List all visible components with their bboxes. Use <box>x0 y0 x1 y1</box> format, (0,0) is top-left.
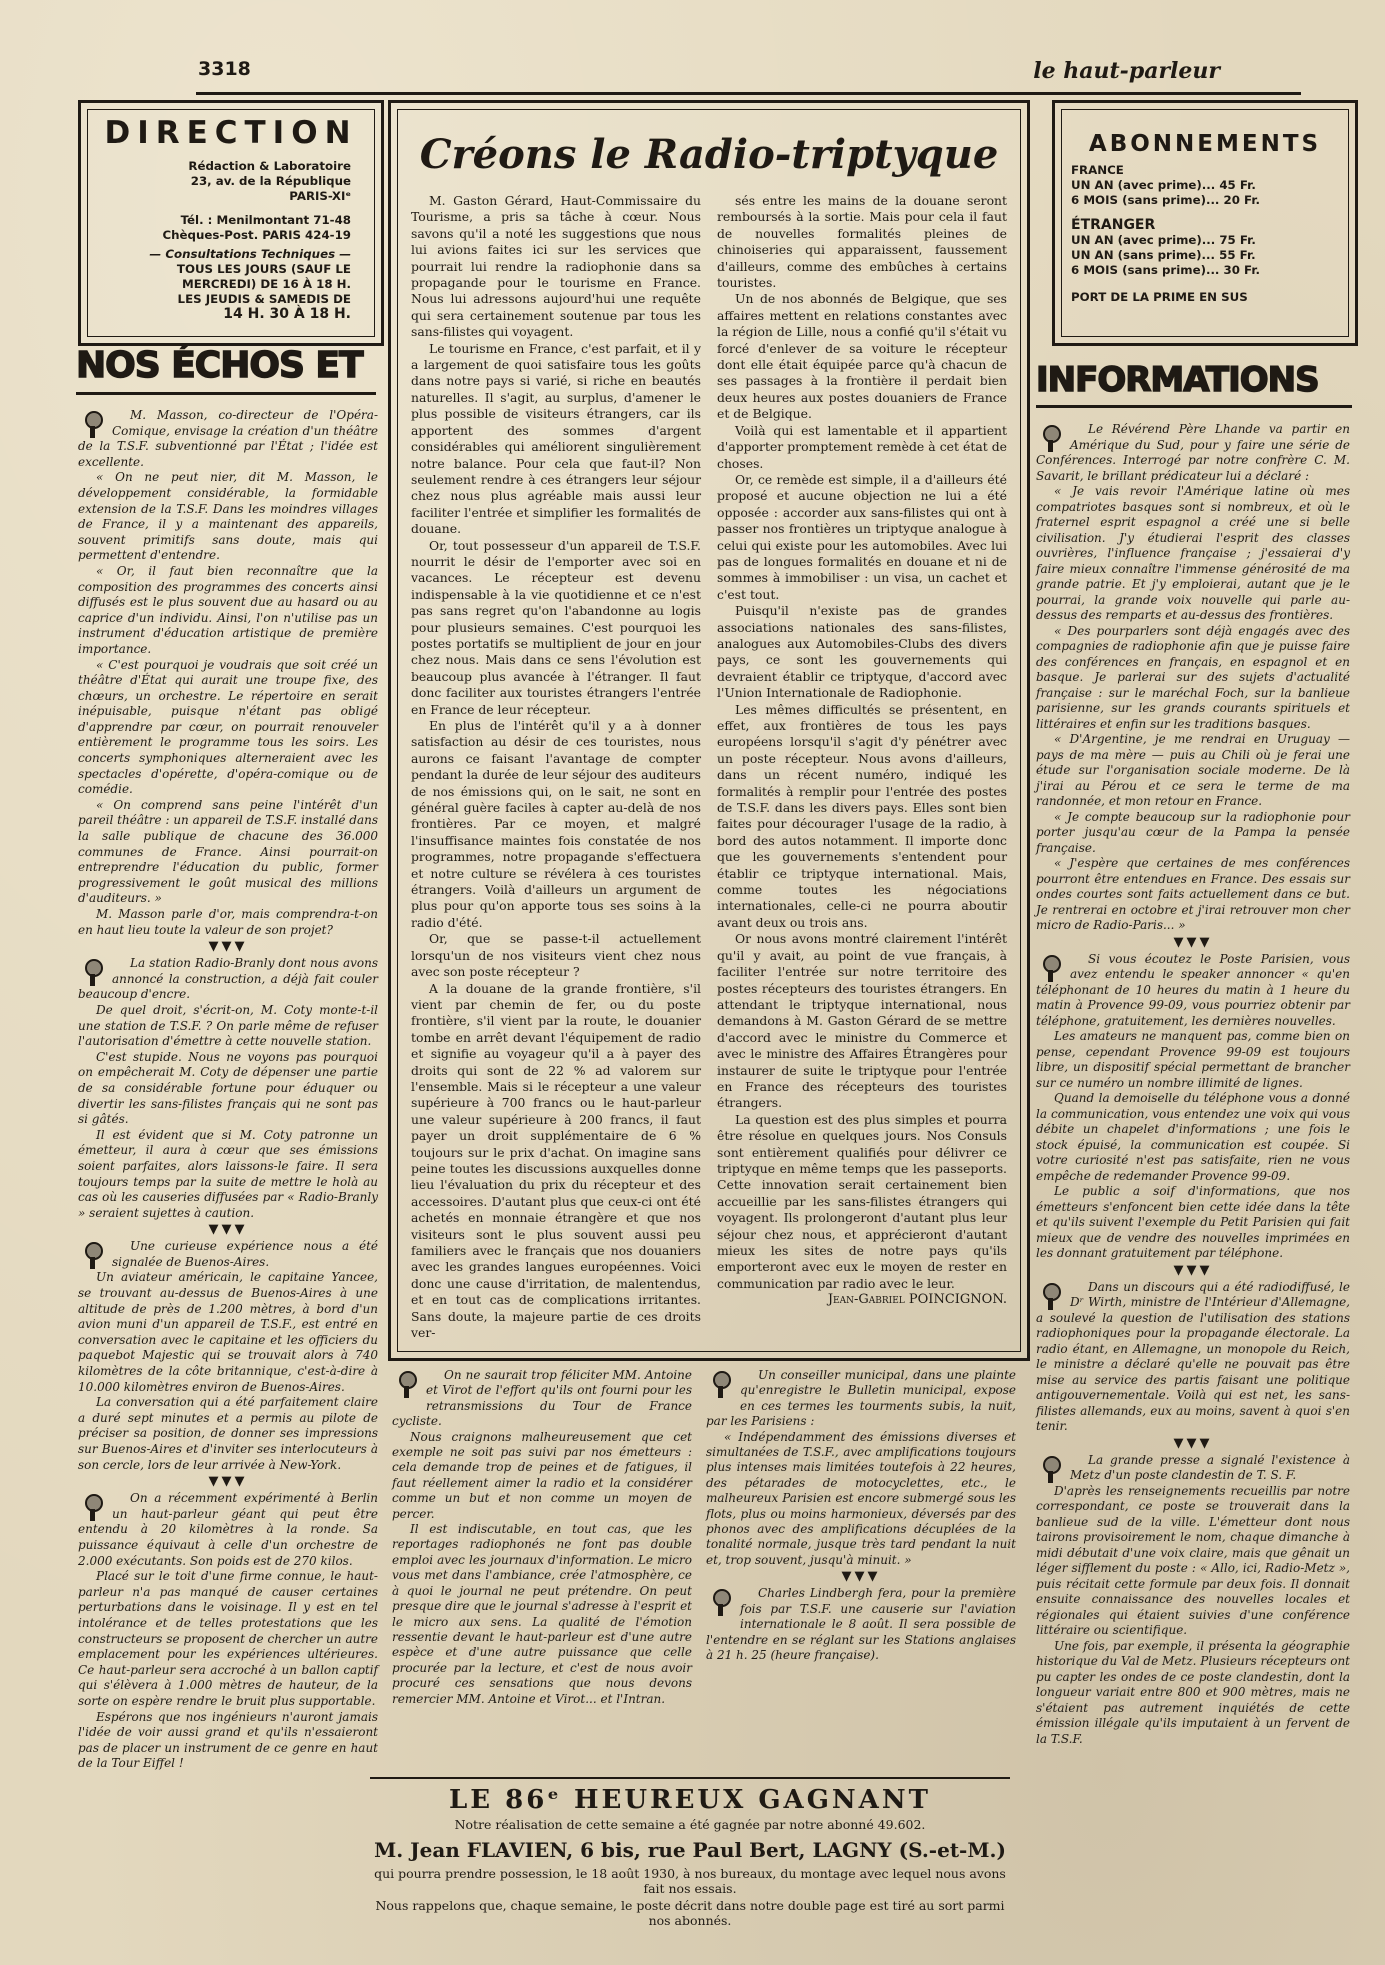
paragraph: La question est des plus simples et pourra être résolue en quelques jours. Nos Consuls sont entièrement qualifiés pour délivrer ce triptyque en même temps que les passeports. Cette innovation serait certainement bien accueillie par les sans-filistes étrangers qui voyagent. Ils prolongeront d'autant plus leur séjour chez nous, et apprécieront d'autant mieux les sites de notre pays qu'ils emporteront avec eux le moyen de rester en communication par radio avec le leur. <box>717 1111 1007 1291</box>
winner-name: M. Jean FLAVIEN, 6 bis, rue Paul Bert, LAGNY (S.-et-M.) <box>374 1838 1006 1862</box>
informations-rule <box>1036 405 1352 408</box>
price-line: UN AN (sans prime)... 55 Fr. <box>1071 248 1256 262</box>
paragraph: Quand la demoiselle du téléphone vous a donné la communication, vous entendez une voix qui vous débite un chapelet d'informations ; une fois le stock épuisé, la communication est coupée. Si votre curiosité n'est pas satisfaite, rien ne vous empêche de redemander Provence 99-09. <box>1036 1091 1350 1183</box>
paragraph: « Des pourparlers sont déjà engagés avec des compagnies de radiophonie afin que je puisse faire des conférences en français, en espagnol et en basque. Je parlerai sur des sujets d'actualité française : sur le maréchal Foch, sur la banlieue parisienne, sur les grands courants spirituels et littéraires et enfin sur les traditions basques. <box>1036 623 1350 731</box>
paragraph: Dans un discours qui a été radiodiffusé, le Dʳ Wirth, ministre de l'Intérieur d'Allemagne, a soulevé la question de l'utilisation des stations radiophoniques pour la propagande électorale. La radio étant, en Allemagne, un monopole du Reich, le ministre a déclaré qu'elle ne pouvait pas être mise au service des partis faisant une politique antigouvernementale. Voilà qui est net, les sans-filistes allemands, eux au moins, savent à quoi s'en tenir. <box>1036 1279 1350 1433</box>
direction-hours: LES JEUDIS & SAMEDIS DE <box>177 292 351 306</box>
direction-cheques: Chèques-Post. PARIS 424-19 <box>162 228 351 242</box>
paragraph: De quel droit, s'écrit-on, M. Coty monte-t-il une station de T.S.F. ? On parle même de refuser l'autorisation d'émettre à cette nouvelle station. <box>78 1002 378 1049</box>
paragraph: La grande presse a signalé l'existence à Metz d'un poste clandestin de T. S. F. <box>1070 1452 1350 1482</box>
main-article-box <box>388 100 1030 1361</box>
paragraph: « J'espère que certaines de mes conférences pourront être entendues en France. Des essais sur ondes courtes sont faits actuellement dans ce but. Je rentrerai en octobre et j'irai retrouver mon cher micro de Radio-Paris... » <box>1036 856 1350 932</box>
direction-hours: TOUS LES JOURS (SAUF LE <box>176 262 351 276</box>
paragraph: On a récemment expérimenté à Berlin un haut-parleur géant qui peut être entendu à 20 kilomètres à la ronde. Sa puissance équivaut à celle d'un orchestre de 2.000 exécutants. Son poids est de 270 kilos. <box>78 1491 378 1568</box>
paragraph: D'après les renseignements recueillis par notre correspondant, ce poste se trouverait dans la banlieue sud de la ville. L'émetteur dont nous tairons provisoirement le nom, chaque dimanche à midi débutait d'une voix claire, mais que gênait un léger sifflement du poste : « Allo, ici, Radio-Metz », puis récitait cette formule par deux fois. Il donnait ensuite connaissance des nouvelles locales et régionales qui étaient suivies d'une conférence littéraire ou scientifique. <box>1036 1483 1350 1637</box>
paragraph: M. Masson, co-directeur de l'Opéra-Comique, envisage la création d'un théâtre de la T.S.F. subventionné par l'État ; l'idée est excellente. <box>78 408 378 469</box>
microphone-icon <box>78 1240 106 1270</box>
winner-title: LE 86ᵉ HEUREUX GAGNANT <box>370 1777 1010 1815</box>
section-separator: ▼▼▼ <box>208 939 248 955</box>
paragraph: En plus de l'intérêt qu'il y a à donner satisfaction au désir de ces touristes, nous aurons ce faisant l'avantage de compter pendant la durée de leur séjour des auditeurs de nos émissions qui, on le sait, ne sont en général guère faciles à capter au-delà de nos frontières. Par ce moyen, et malgré l'insuffisance maintes fois constatée de nos programmes, notre propagande s'effectuera et notre culture se révélera à ces touristes étrangers. Voilà d'ailleurs un argument de plus pour qu'on apporte tous ses soins à la radio d'été. <box>411 718 701 930</box>
section-separator: ▼▼▼ <box>208 1222 248 1238</box>
main-article-title: Créons le Radio-triptyque <box>419 131 999 178</box>
direction-line: PARIS-XIᵉ <box>289 189 351 203</box>
paragraph: Or, tout possesseur d'un appareil de T.S.F. nourrit le désir de l'emporter avec soi en vacances. Le récepteur est devenu indispensable à la vie quotidienne et ce n'est pas sans regret qu'on l'abandonne au logis pour plusieurs semaines. C'est pourquoi les postes portatifs se multiplient de jour en jour chez nous. Mais dans ce sens l'évolution est beaucoup plus avancée à l'étranger. Il faut donc faciliter aux touristes étrangers l'entrée en France de leur récepteur. <box>411 537 701 717</box>
paragraph: « Je compte beaucoup sur la radiophonie pour porter jusqu'au cœur de la Pampa la pensée française. <box>1036 809 1350 855</box>
mid-left-column <box>392 1368 692 1707</box>
paragraph: Nous craignons malheureusement que cet exemple ne soit pas suivi par nos émetteurs : cela demande trop de peines et de fatigues, il faut réellement aimer la radio et la considérer comme un but et non comme un moyen de percer. <box>392 1429 692 1521</box>
paragraph: Une curieuse expérience nous a été signalée de Buenos-Aires. <box>112 1239 378 1269</box>
left-echos-column <box>78 408 378 1772</box>
paragraph: Une fois, par exemple, il présenta la géographie historique du Val de Metz. Plusieurs récepteurs ont pu capter les ondes de ce poste clandestin, dont la longueur variait entre 800 et 900 mètres, mais ne s'étaient pas autrement inquiétés de cette émission illégale qu'ils imputaient à un fervent de la T.S.F. <box>1036 1638 1350 1746</box>
price-line: 6 MOIS (sans prime)... 30 Fr. <box>1071 263 1260 277</box>
paragraph: « On comprend sans peine l'intérêt d'un pareil théâtre : un appareil de T.S.F. installé dans la salle publique de chacune des 36.000 communes de France. Ainsi pourrait-on entreprendre l'éducation du public, former progressivement le goût musical des millions d'auditeurs. » <box>78 797 378 906</box>
right-informations-column <box>1036 422 1350 1747</box>
main-article-col-2 <box>717 193 1007 1309</box>
section-separator: ▼▼▼ <box>1173 1435 1213 1451</box>
echos-banner: NOS ÉCHOS ET <box>76 345 363 386</box>
paragraph: La station Radio-Branly dont nous avons annoncé la construction, a déjà fait couler beaucoup d'encre. <box>78 956 378 1002</box>
microphone-icon <box>706 1369 734 1399</box>
direction-box <box>78 100 384 346</box>
direction-hours: MERCREDI) DE 16 À 18 H. <box>182 277 351 291</box>
paragraph: Les mêmes difficultés se présentent, en effet, aux frontières de tous les pays européens lorsqu'il s'agit d'y pénétrer avec un poste récepteur. Nous avons d'ailleurs, dans un récent numéro, indiqué les formalités à remplir pour l'entrée des postes de T.S.F. dans les divers pays. Elles sont bien faites pour décourager l'usage de la radio, à bord des autos notamment. Il importe donc que les gouvernements s'entendent pour établir ce triptyque international. Mais, comme toutes les négociations internationales, celle-ci ne pourra aboutir avant deux ou trois ans. <box>717 701 1007 930</box>
direction-tel: Tél. : Menilmontant 71-48 <box>180 213 351 227</box>
header-rule <box>196 92 1301 95</box>
informations-banner: INFORMATIONS <box>1036 360 1319 400</box>
winner-line: Nous rappelons que, chaque semaine, le poste décrit dans notre double page est tiré au sort parmi nos abonnés. <box>375 1898 1005 1928</box>
main-article-col-1 <box>411 193 701 1341</box>
paragraph: Il est évident que si M. Coty patronne un émetteur, il aura à cœur que ses émissions soient parfaites, alors laissons-le faire. Il sera toujours temps par la suite de mettre le holà au cas où les causeries diffusées par « Radio-Branly » seraient sujettes à caution. <box>78 1127 378 1220</box>
paragraph: Un conseiller municipal, dans une plainte qu'enregistre le Bulletin municipal, expose en ces termes les tourments subis, la nuit, par les Parisiens : <box>706 1368 1016 1429</box>
winner-line: qui pourra prendre possession, le 18 août 1930, à nos bureaux, du montage avec lequel nous avons fait nos essais. <box>374 1866 1006 1896</box>
paragraph: Or, que se passe-t-il actuellement lorsqu'un de nos visiteurs vient chez nous avec son poste récepteur ? <box>411 931 701 980</box>
microphone-icon <box>392 1369 420 1399</box>
paragraph: Espérons que nos ingénieurs n'auront jamais l'idée de voir aussi grand et qu'ils n'essaieront pas de placer un instrument de ce genre en haut de la Tour Eiffel ! <box>78 1709 378 1771</box>
subscriptions-box <box>1052 100 1358 346</box>
section-separator: ▼▼▼ <box>208 1474 248 1490</box>
direction-hours: 14 H. 30 À 18 H. <box>223 306 351 322</box>
direction-consult: — Consultations Techniques — <box>149 247 351 261</box>
paragraph: Placé sur le toit d'une firme connue, le haut-parleur n'a pas manqué de causer certaines perturbations dans le voisinage. Il y est en tel intolérance et de telles protestations que les constructeurs se proposent de chercher un autre emplacement pour les expériences ultérieures. Ce haut-parleur sera accroché à un ballon captif qui s'élèvera à 1.000 mètres de hauteur, de la sorte on espère rendre le bruit plus supportable. <box>78 1569 378 1708</box>
echos-rule <box>76 392 376 395</box>
price-line: UN AN (avec prime)... 45 Fr. <box>1071 178 1256 192</box>
microphone-icon <box>706 1587 734 1617</box>
paragraph: Un aviateur américain, le capitaine Yancee, se trouvant au-dessus de Buenos-Aires à une altitude de près de 1.200 mètres, à bord d'un avion muni d'un appareil de T.S.F., est entré en conversation avec le capitaine et les officiers du paquebot Majestic qui se trouvait alors à 740 kilomètres de la côte britannique, c'est-à-dire à 10.000 kilomètres environ de Buenos-Aires. <box>78 1270 378 1394</box>
direction-title: DIRECTION <box>104 115 358 151</box>
direction-line: 23, av. de la République <box>190 174 351 188</box>
author-signature: Jean-Gabriel POINCIGNON. <box>827 1292 1007 1308</box>
paragraph: « D'Argentine, je me rendrai en Uruguay — pays de ma mère — puis au Chili où je ferai une étude sur l'organisation sociale moderne. De là j'irai au Pérou et ce sera le terme de ma randonnée, et mon retour en France. <box>1036 732 1350 808</box>
region-label: FRANCE <box>1071 163 1124 177</box>
paragraph: M. Masson parle d'or, mais comprendra-t-on en haut lieu toute la valeur de son projet? <box>78 907 378 937</box>
microphone-icon <box>1036 423 1064 453</box>
paragraph: « On ne peut nier, dit M. Masson, le développement considérable, la formidable extension de la T.S.F. Dans les moindres villages de France, il y a maintenant des appareils, souvent primitifs sans doute, mais qui permettent d'entendre. <box>78 470 378 563</box>
paragraph: Le public a soif d'informations, que nos émetteurs s'enfoncent bien cette idée dans la tête et qu'ils suivent l'exemple du Petit Parisien qui fait mieux que de vendre des nouvelles imprimées en les donnant gratuitement par téléphone. <box>1036 1184 1350 1260</box>
paragraph: « C'est pourquoi je voudrais que soit créé un théâtre d'État qui aurait une troupe fixe, des chœurs, un orchestre. Le répertoire en serait inépuisable, puisque n'étant pas obligé d'apprendre par cœur, on pourrait renouveler entièrement le programme tous les soirs. Les concerts symphoniques alterneraient avec les spectacles d'opérette, d'opéra-comique ou de comédie. <box>78 657 378 797</box>
paragraph: Le tourisme en France, c'est parfait, et il y a largement de quoi satisfaire tous les goûts dans notre pays si varié, si riche en beautés naturelles. Il s'agit, au surplus, d'amener le plus possible de visiteurs étrangers, car ils apportent des sommes d'argent considérables qui améliorent singulièrement notre balance. Pour cela que faut-il? Non seulement rendre à ces étrangers leur séjour chez nous plus agréable mais aussi leur faciliter l'entrée et simplifier les formalités de douane. <box>411 340 701 537</box>
paragraph: A la douane de la grande frontière, s'il vient par chemin de fer, ou du poste frontière, s'il vient par la route, le douanier tombe en arrêt devant l'équipement de radio et signifie au voyageur qu'il a à payer des droits qui sont de 22 % ad valorem sur l'ensemble. Mais si le récepteur a une valeur supérieure à 700 francs ou le haut-parleur une valeur supérieure à 200 francs, il faut payer un droit supplémentaire de 6 % toujours sur le prix d'achat. On imagine sans peine toutes les discussions auxquelles donne lieu l'évaluation du prix du récepteur et des accessoires. D'autant plus que ceux-ci ont été achetés en monnaie étrangère et que nos visiteurs sont le plus souvent aussi peu familiers avec le français que nos douaniers avec les grandes langues européennes. Voici donc une cause d'irritation, de malentendus, et en tout cas de complications irritantes. Sans doute, la majeure partie de ces droits ver- <box>411 980 701 1341</box>
microphone-icon <box>1036 953 1064 983</box>
paragraph: Les amateurs ne manquent pas, comme bien on pense, cependant Provence 99-09 est toujours libre, un dispositif spécial permettant de brancher sur ce numéro un nombre illimité de lignes. <box>1036 1029 1350 1090</box>
paragraph: Le Révérend Père Lhande va partir en Amérique du Sud, pour y faire une série de Conférences. Interrogé par notre confrère C. M. Savarit, le brillant prédicateur lui a déclaré : <box>1036 422 1350 483</box>
section-separator: ▼▼▼ <box>1173 934 1213 950</box>
postage-note: PORT DE LA PRIME EN SUS <box>1071 290 1248 304</box>
paragraph: Or nous avons montré clairement l'intérêt qu'il y avait, au point de vue français, à faciliter l'entrée sur notre territoire des postes récepteurs des touristes étrangers. En attendant le triptyque international, nous demandons à M. Gaston Gérard de se mettre d'accord avec le ministre du Commerce et avec le ministre des Affaires Étrangères pour instaurer de suite le triptyque pour l'entrée en France des récepteurs des touristes étrangers. <box>717 931 1007 1111</box>
paragraph: C'est stupide. Nous ne voyons pas pourquoi on empêcherait M. Coty de dépenser une partie de sa considérable fortune pour éduquer ou divertir les sans-filistes français qui ne sont pas si gâtés. <box>78 1049 378 1127</box>
paragraph: On ne saurait trop féliciter MM. Antoine et Virot de l'effort qu'ils ont fourni pour les retransmissions du Tour de France cycliste. <box>392 1368 692 1429</box>
price-line: 6 MOIS (sans prime)... 20 Fr. <box>1071 193 1260 207</box>
paragraph: La conversation qui a été parfaitement claire a duré sept minutes et a permis au pilote de préciser sa position, de donner ses impressions sur Buenos-Aires et d'inviter ses interlocuteurs à son cercle, lors de leur arrivée à New-York. <box>78 1395 378 1472</box>
paragraph: Or, ce remède est simple, il a d'ailleurs été proposé et aucune objection ne lui a été opposée : accorder aux sans-filistes qui ont à passer nos frontières un triptyque analogue à celui qui existe pour les automobiles. Avec lui pas de longues formalités en douane et ni de sommes à immobiliser : un visa, un cachet et c'est tout. <box>717 471 1007 602</box>
microphone-icon <box>1036 1454 1064 1484</box>
paragraph: Si vous écoutez le Poste Parisien, vous avez entendu le speaker annoncer « qu'en téléphonant de 10 heures du matin à 1 heure du matin à Provence 99-09, vous pourriez obtenir par téléphone, gratuitement, les dernières nouvelles. <box>1036 951 1350 1028</box>
paragraph: Charles Lindbergh fera, pour la première fois par T.S.F. une causerie sur l'aviation internationale le 8 août. Il sera possible de l'entendre en se réglant sur les Stations anglaises à 21 h. 25 (heure française). <box>706 1586 1016 1662</box>
paragraph: « Je vais revoir l'Amérique latine où mes compatriotes basques sont si nombreux, et où le fraternel esprit espagnol a créé une si belle civilisation. J'y étudierai l'esprit des classes ouvrières, l'influence française ; j'essaierai d'y faire mieux connaître l'immense générosité de ma grande patrie. Et j'y emploierai, autant que je le pourrai, la grande voix nouvelle qui parle au-dessus des remparts et au-dessus des frontières. <box>1036 484 1350 622</box>
paragraph: Voilà qui est lamentable et il appartient d'apporter promptement remède à cet état de choses. <box>717 422 1007 471</box>
paragraph: « Or, il faut bien reconnaître que la composition des programmes des concerts ainsi diffusés est le plus souvent due au hasard ou au caprice d'un individu. Ainsi, l'on n'utilise pas un instrument d'éducation artistique de première importance. <box>78 563 378 656</box>
microphone-icon <box>78 1492 106 1522</box>
mid-right-column <box>706 1368 1016 1663</box>
region-label: ÉTRANGER <box>1071 217 1156 233</box>
microphone-icon <box>78 957 106 987</box>
direction-line: Rédaction & Laboratoire <box>188 159 351 173</box>
section-separator: ▼▼▼ <box>841 1569 881 1585</box>
paragraph: M. Gaston Gérard, Haut-Commissaire du Tourisme, a pris sa tâche à cœur. Nous savons qu'il a noté les suggestions que nous lui avions faites ici sur les services que pourrait lui rendre la radiophonie dans sa propagande pour le tourisme en France. Nous lui adressons aujourd'hui une requête qui sera certainement soutenue par tous les sans-filistes qui voyagent. <box>411 193 701 340</box>
microphone-icon <box>78 409 106 439</box>
paragraph: Il est indiscutable, en tout cas, que les reportages radiophonés ne font pas double emploi avec les journaux d'information. Le micro vous met dans l'ambiance, crée l'atmosphère, ce à quoi le journal ne peut prétendre. On peut presque dire que le journal s'adresse à l'esprit et le micro aux sens. La qualité de l'émotion ressentie devant le haut-parleur est d'une autre espèce et d'une autre puissance que celle procurée par la lecture, et c'est de nous avoir procuré ces sensations que nous devons remercier MM. Antoine et Virot... et l'Intran. <box>392 1522 692 1706</box>
subscriptions-title: ABONNEMENTS <box>1088 131 1322 157</box>
section-separator: ▼▼▼ <box>1173 1262 1213 1278</box>
winner-line: Notre réalisation de cette semaine a été gagnée par notre abonné 49.602. <box>454 1817 926 1832</box>
microphone-icon <box>1036 1281 1064 1311</box>
paragraph: Puisqu'il n'existe pas de grandes associations nationales des sans-filistes, analogues aux Automobiles-Clubs des divers pays, ce sont les gouvernements qui devraient établir ce triptyque, d'accord avec l'Union Internationale de Radiophonie. <box>717 603 1007 701</box>
masthead-title: le haut-parleur <box>1033 58 1220 84</box>
winner-notice <box>370 1777 1010 1942</box>
paragraph: « Indépendamment des émissions diverses et simultanées de T.S.F., avec amplifications toujours plus intenses mais limitées toutefois à 22 heures, des pétarades de motocyclettes, etc., le malheureux Parisien est encore submergé sous les flots, plus ou moins harmonieux, déversés par des phonos avec des amplifications décuplées de la tonalité normale, jusque très tard pendant la nuit et, trop souvent, jusqu'à minuit. » <box>706 1429 1016 1567</box>
paragraph: sés entre les mains de la douane seront remboursés à la sortie. Mais pour cela il faut de nouvelles formalités pleines de chinoiseries qui apparaissent, faussement d'ailleurs, comme des embûches à certains touristes. <box>717 193 1007 291</box>
paragraph: Un de nos abonnés de Belgique, que ses affaires mettent en relations constantes avec la région de Lille, nous a confié qu'il s'était vu forcé d'enlever de sa voiture le récepteur dont elle était équipée parce qu'à chacun de ses passages à la frontière il perdait bien deux heures aux postes douaniers de France et de Belgique. <box>717 291 1007 422</box>
price-line: UN AN (avec prime)... 75 Fr. <box>1071 233 1256 247</box>
page-number: 3318 <box>198 58 251 80</box>
